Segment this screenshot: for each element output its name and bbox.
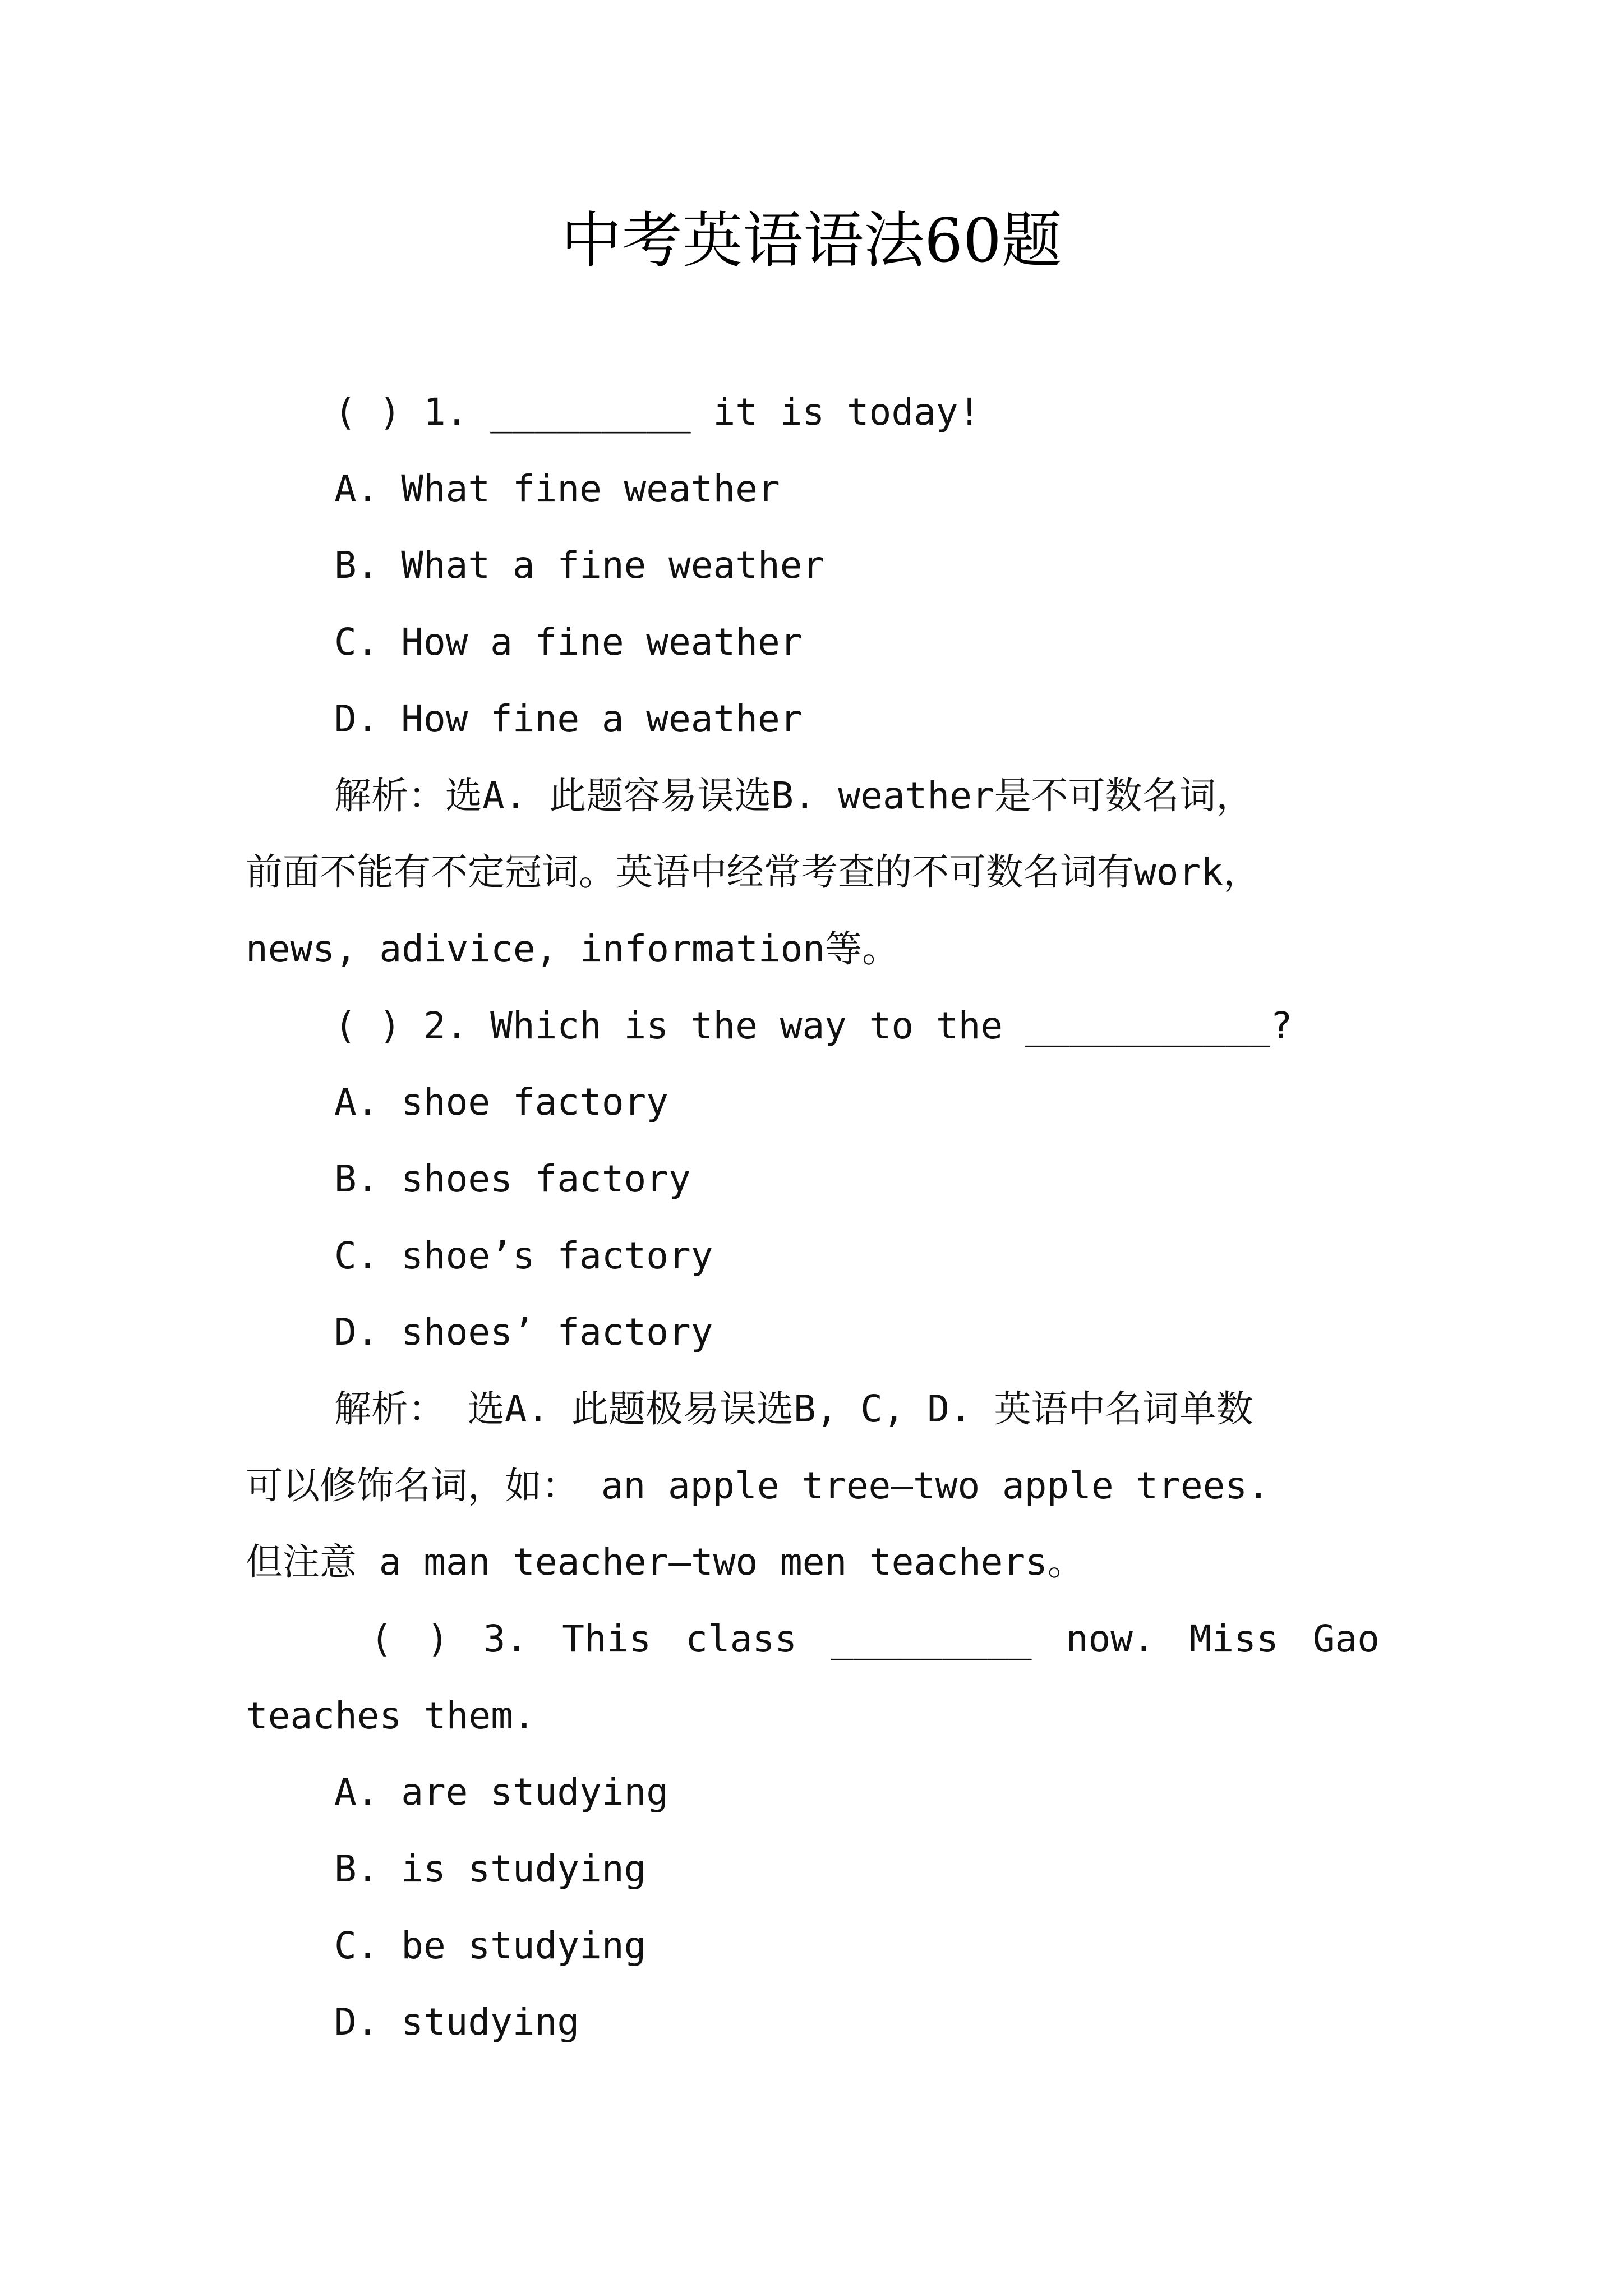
question-1-stem: ( ) 1. _________ it is today! <box>334 390 981 434</box>
question-1-analysis-line-1: 解析：选A. 此题容易误选B. weather是不可数名词， <box>334 774 1253 817</box>
question-1-analysis-line-3: news, adivice, information等。 <box>246 927 900 970</box>
question-3-stem-part: class <box>685 1617 797 1660</box>
question-3-option-a: A. are studying <box>334 1770 669 1814</box>
question-1-option-d: D. How fine a weather <box>334 697 803 740</box>
question-3-stem-part: This <box>562 1617 652 1660</box>
question-3-stem-part: now. <box>1066 1617 1155 1660</box>
question-2-analysis-line-3: 但注意 a man teacher—two men teachers。 <box>246 1540 1085 1584</box>
question-3-stem-part: ) <box>426 1617 449 1660</box>
question-1-option-b: B. What a fine weather <box>334 544 825 587</box>
question-3-option-c: C. be studying <box>334 1924 647 1967</box>
question-2-analysis-line-2: 可以修饰名词，如： an apple tree—two apple trees. <box>246 1464 1270 1507</box>
question-2-option-d: D. shoes’ factory <box>334 1310 713 1354</box>
question-3-stem-part: ( <box>370 1617 393 1660</box>
question-2-stem: ( ) 2. Which is the way to the ___________? <box>334 1004 1293 1047</box>
question-2-analysis-line-1: 解析： 选A. 此题极易误选B, C, D. 英语中名词单数 <box>334 1387 1253 1430</box>
question-2-option-c: C. shoe’s factory <box>334 1234 713 1277</box>
question-1-option-a: A. What fine weather <box>334 467 780 510</box>
question-3-stem-part: Miss <box>1189 1617 1279 1660</box>
question-3-option-b: B. is studying <box>334 1847 647 1890</box>
question-3-stem-continuation: teaches them. <box>246 1694 536 1737</box>
question-3-stem-part: 3. <box>483 1617 528 1660</box>
question-1-analysis-line-2: 前面不能有不定冠词。英语中经常考查的不可数名词有work， <box>246 850 1260 894</box>
question-3-stem-part: _________ <box>831 1617 1032 1660</box>
page-title: 中考英语语法60题 <box>561 206 1062 276</box>
question-3-option-d: D. studying <box>334 2000 580 2044</box>
question-2-option-a: A. shoe factory <box>334 1080 669 1124</box>
question-3-stem-part: Gao <box>1312 1617 1380 1660</box>
question-1-option-c: C. How a fine weather <box>334 620 803 664</box>
question-3-stem <box>370 1611 1380 1667</box>
question-2-option-b: B. shoes factory <box>334 1157 691 1200</box>
